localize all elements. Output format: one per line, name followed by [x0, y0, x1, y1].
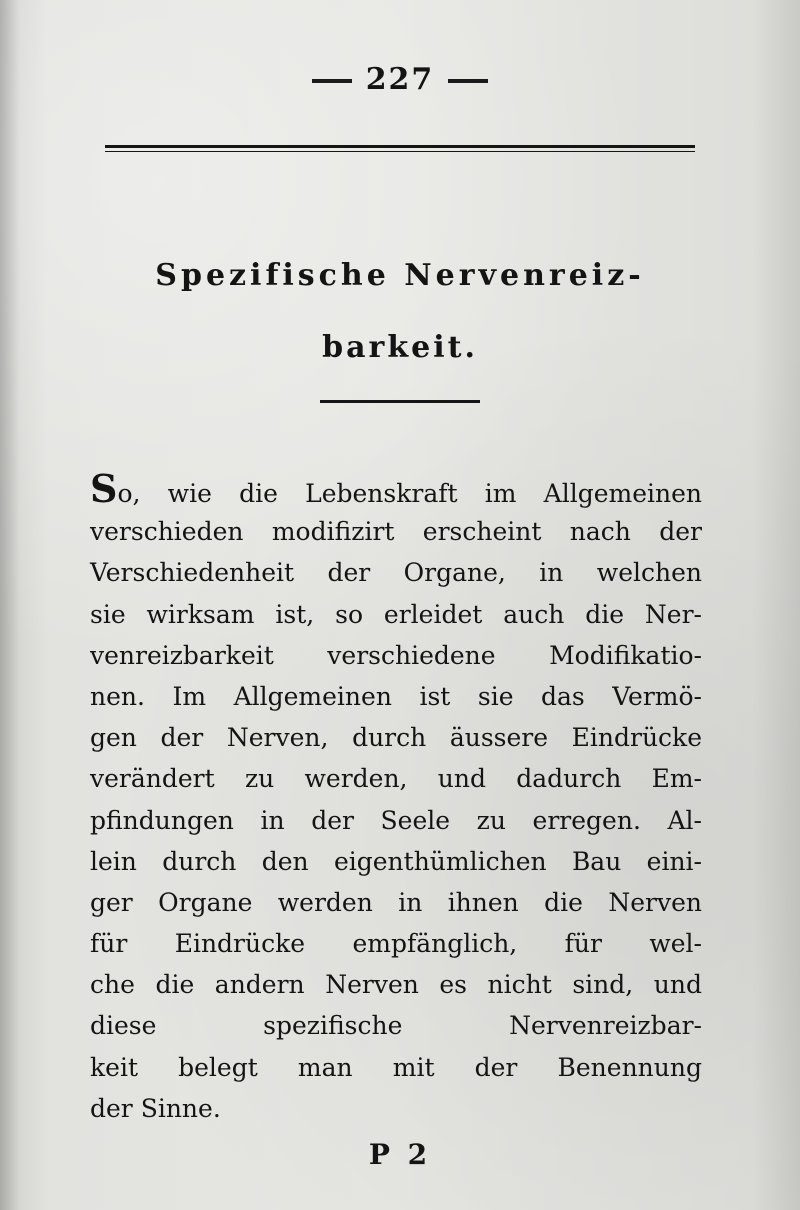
body-line-9: pfindungen in der Seele zu erregen. Al-	[90, 805, 702, 835]
body-line-2: verschieden modifizirt erscheint nach der	[90, 517, 702, 547]
page-number-header	[0, 62, 800, 97]
body-line-8: verändert zu werden, und dadurch Em-	[90, 764, 702, 794]
body-text	[90, 466, 702, 1129]
drop-cap: S	[90, 466, 118, 511]
body-line-14: diese spezifische Nervenreizbar-	[90, 1011, 702, 1041]
body-line-6: nen. Im Allgemeinen ist sie das Vermö-	[90, 681, 702, 711]
body-line-11: ger Organe werden in ihnen die Nerven	[90, 887, 702, 917]
header-rule-thick	[105, 145, 695, 148]
header-rule-thin	[105, 151, 695, 152]
body-line-1	[90, 466, 702, 511]
body-line-4: sie wirksam ist, so erleidet auch die Ner-	[90, 599, 702, 629]
header-dash-left	[312, 79, 352, 83]
body-line-3: Verschiedenheit der Organe, in welchen	[90, 558, 702, 588]
body-line-1-text: o, wie die Lebenskraft im Allgemeinen	[117, 479, 702, 508]
body-line-15: keit belegt man mit der Benennung	[90, 1052, 702, 1082]
header-dash-right	[448, 79, 488, 83]
body-line-10: lein durch den eigenthümlichen Bau eini-	[90, 846, 702, 876]
page-number: 227	[365, 62, 435, 97]
heading-rule	[320, 400, 480, 403]
page-gutter-shadow	[0, 0, 20, 1210]
body-line-13: che die andern Nerven es nicht sind, und	[90, 970, 702, 1000]
chapter-heading-line-1: Spezifische Nervenreiz-	[155, 258, 645, 293]
body-line-5: venreizbarkeit verschiedene Modifikatio-	[90, 640, 702, 670]
body-line-16: der Sinne.	[90, 1093, 221, 1123]
body-line-7: gen der Nerven, durch äussere Eindrücke	[90, 723, 702, 753]
chapter-heading-line-2: barkeit.	[322, 330, 478, 365]
signature-mark: P 2	[368, 1138, 432, 1171]
body-line-12: für Eindrücke empfänglich, für wel-	[90, 929, 702, 959]
